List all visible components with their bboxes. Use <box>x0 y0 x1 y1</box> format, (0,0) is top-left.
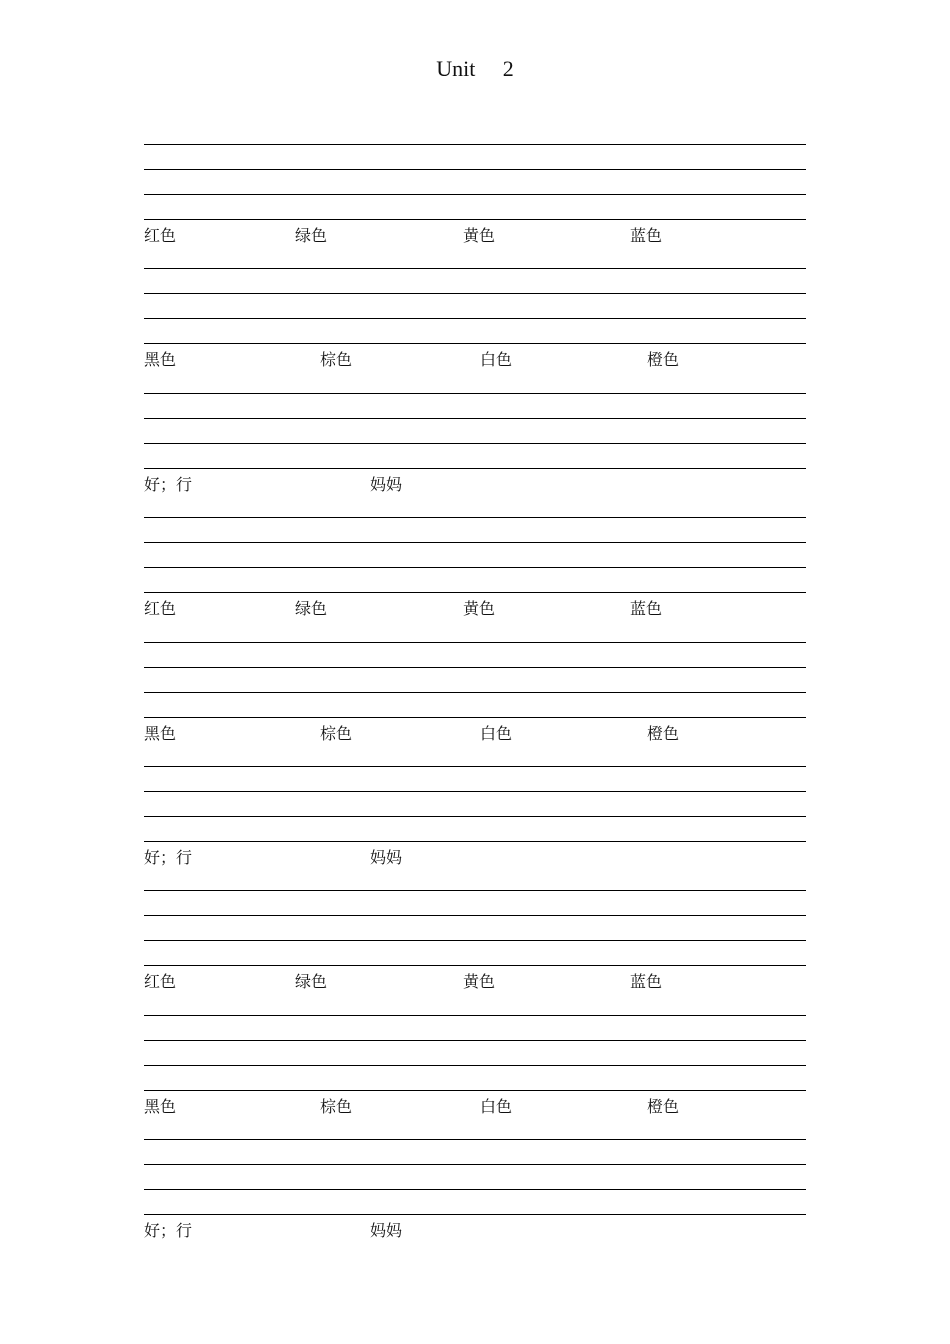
vocabulary-word: 绿色 <box>295 972 328 992</box>
writing-line <box>144 293 806 294</box>
writing-line <box>144 965 806 966</box>
writing-line <box>144 542 806 543</box>
writing-line <box>144 268 806 269</box>
vocabulary-row <box>144 1219 806 1243</box>
vocabulary-word: 绿色 <box>295 599 328 619</box>
writing-line <box>144 667 806 668</box>
writing-line <box>144 343 806 344</box>
writing-line <box>144 443 806 444</box>
writing-worksheet <box>144 120 806 1240</box>
practice-block <box>144 369 806 493</box>
writing-line <box>144 692 806 693</box>
writing-line <box>144 169 806 170</box>
vocabulary-word: 棕色 <box>320 350 353 370</box>
vocabulary-word: 白色 <box>480 723 513 743</box>
practice-block <box>144 618 806 742</box>
vocabulary-word: 棕色 <box>320 1096 353 1116</box>
vocabulary-word: 橙色 <box>647 350 680 370</box>
writing-line <box>144 393 806 394</box>
vocabulary-word: 绿色 <box>295 226 328 245</box>
practice-block <box>144 866 806 990</box>
writing-line <box>144 1214 806 1215</box>
writing-line <box>144 841 806 842</box>
practice-block <box>144 493 806 617</box>
vocabulary-word: 妈妈 <box>370 1221 403 1241</box>
vocabulary-word: 黑色 <box>144 1096 177 1116</box>
vocabulary-word: 白色 <box>480 350 513 370</box>
vocabulary-word: 黄色 <box>463 226 496 245</box>
writing-line <box>144 642 806 643</box>
vocabulary-word: 白色 <box>480 1096 513 1116</box>
writing-line <box>144 1065 806 1066</box>
vocabulary-word: 橙色 <box>647 1096 680 1116</box>
writing-line <box>144 1139 806 1140</box>
vocabulary-word: 黄色 <box>463 599 496 619</box>
writing-line <box>144 1090 806 1091</box>
vocabulary-word: 棕色 <box>320 723 353 743</box>
writing-line <box>144 791 806 792</box>
practice-block <box>144 991 806 1115</box>
writing-line <box>144 144 806 145</box>
vocabulary-word: 红色 <box>144 972 177 992</box>
vocabulary-word: 蓝色 <box>630 599 663 619</box>
vocabulary-word: 红色 <box>144 599 177 619</box>
vocabulary-word: 好；行 <box>144 1221 193 1241</box>
practice-block <box>144 1115 806 1239</box>
writing-line <box>144 717 806 718</box>
writing-line <box>144 890 806 891</box>
writing-line <box>144 1015 806 1016</box>
vocabulary-word: 妈妈 <box>370 847 403 867</box>
vocabulary-word: 黄色 <box>463 972 496 992</box>
writing-line <box>144 1189 806 1190</box>
practice-block <box>144 244 806 368</box>
writing-line <box>144 592 806 593</box>
vocabulary-word: 好；行 <box>144 847 193 867</box>
writing-line <box>144 219 806 220</box>
practice-block <box>144 120 806 244</box>
writing-line <box>144 194 806 195</box>
writing-line <box>144 915 806 916</box>
vocabulary-word: 橙色 <box>647 723 680 743</box>
writing-line <box>144 816 806 817</box>
writing-line <box>144 1164 806 1165</box>
vocabulary-word: 黑色 <box>144 350 177 370</box>
vocabulary-word: 红色 <box>144 226 177 245</box>
writing-line <box>144 940 806 941</box>
page-title: Unit 2 <box>436 56 514 81</box>
writing-line <box>144 468 806 469</box>
vocabulary-word: 妈妈 <box>370 474 403 494</box>
writing-line <box>144 766 806 767</box>
writing-line <box>144 318 806 319</box>
writing-line <box>144 517 806 518</box>
vocabulary-word: 黑色 <box>144 723 177 743</box>
practice-block <box>144 742 806 866</box>
writing-line <box>144 418 806 419</box>
vocabulary-word: 好；行 <box>144 474 193 494</box>
writing-line <box>144 567 806 568</box>
vocabulary-word: 蓝色 <box>630 226 663 245</box>
vocabulary-word: 蓝色 <box>630 972 663 992</box>
writing-line <box>144 1040 806 1041</box>
